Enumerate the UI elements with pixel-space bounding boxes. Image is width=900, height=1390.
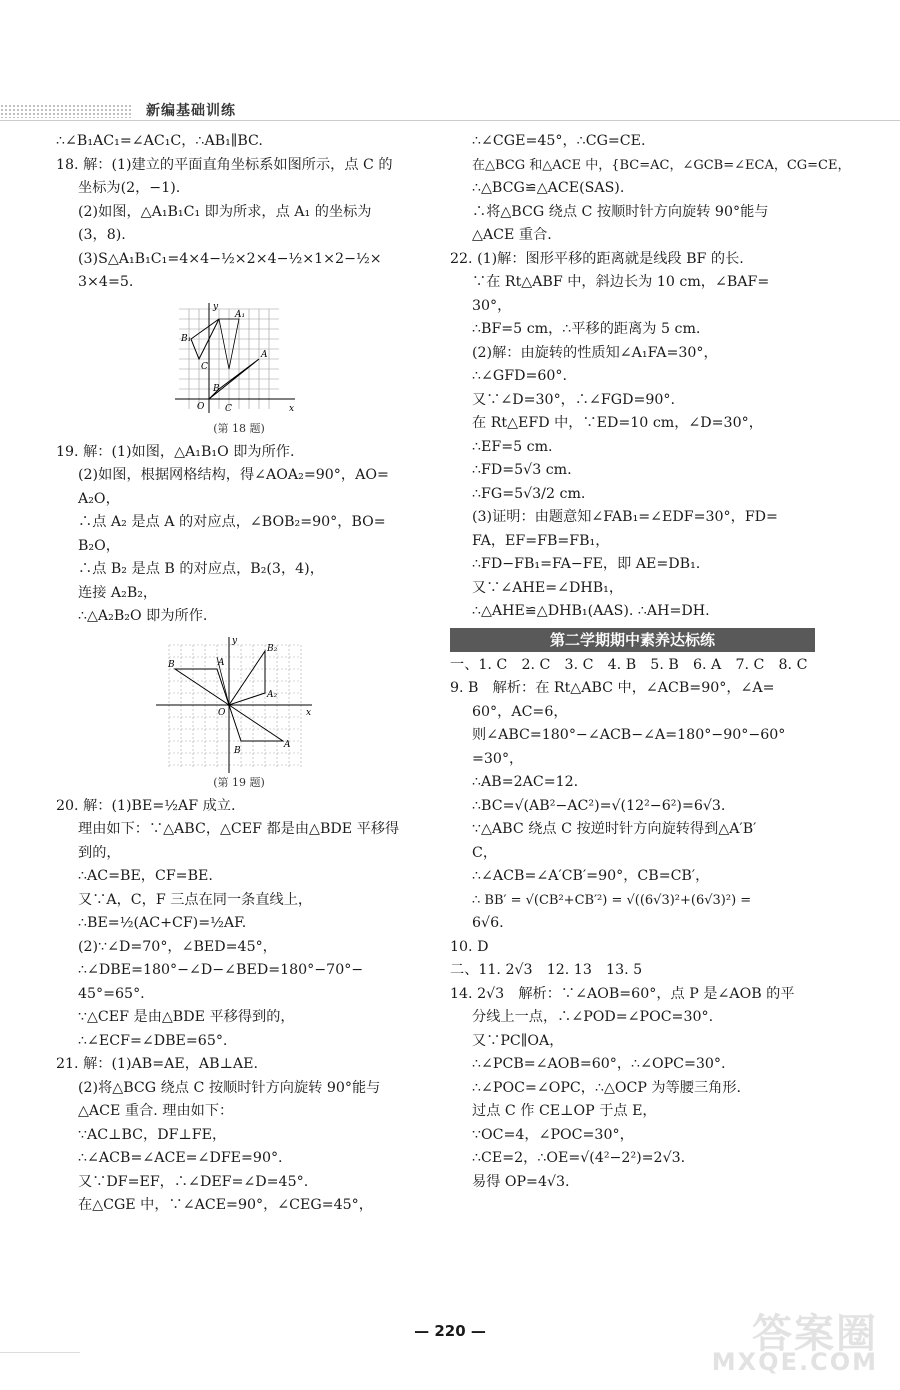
text-line: ∴∠CGE=45°，∴CG=CE.: [472, 133, 646, 149]
text-line: (2)将△BCG 绕点 C 按顺时针方向旋转 90°能与: [78, 1079, 381, 1096]
text-line: 又∵DF=EF，∴∠DEF=∠D=45°.: [78, 1173, 309, 1190]
text-line: 6√6.: [472, 915, 504, 931]
fig19-y-label: y: [232, 635, 238, 646]
text-line: ∴AB=2AC=12.: [472, 774, 579, 790]
text-line: (2)如图，根据网格结构，得∠AOA₂=90°，AO=: [78, 467, 389, 483]
text-line: ∴BF=5 cm，∴平移的距离为 5 cm.: [472, 321, 701, 337]
text-line: 30°，: [472, 297, 512, 314]
text-line: ∴BE=½(AC+CF)=½AF.: [78, 915, 247, 931]
figure-18: [169, 301, 309, 437]
text-line: (2)∵∠D=70°，∠BED=45°，: [78, 938, 277, 955]
text-line: 9. B 解析：在 Rt△ABC 中，∠ACB=90°，∠A=: [450, 680, 775, 696]
text-line: ∴EF=5 cm.: [472, 438, 553, 455]
text-line: 过点 C 作 CE⊥OP 于点 E，: [472, 1103, 657, 1119]
text-line: ∵在 Rt△ABF 中，斜边长为 10 cm，∠BAF=: [472, 274, 770, 290]
footer-rule: [0, 1352, 80, 1353]
fig18-x-label: x: [289, 403, 295, 414]
text-line: ∴AC=BE，CF=BE.: [78, 868, 213, 884]
text-line: (3)证明：由题意知∠FAB₁=∠EDF=30°，FD=: [472, 509, 778, 525]
text-line: ∵△CEF 是由△BDE 平移得到的，: [78, 1009, 295, 1025]
text-line: 分线上一点，∴∠POD=∠POC=30°.: [472, 1009, 714, 1025]
text-line: 在△BCG 和△ACE 中，{BC=AC，∠GCB=∠ECA，CG=CE，: [472, 157, 851, 173]
text-line: △ACE 重合. 理由如下：: [78, 1103, 234, 1119]
text-line: ∴∠PCB=∠AOB=60°，∴∠OPC=30°.: [472, 1056, 726, 1072]
section-banner: 第二学期期中素养达标练: [450, 628, 815, 652]
text-line: 易得 OP=4√3.: [472, 1173, 570, 1190]
text-line: (3，8).: [78, 227, 126, 243]
text-line: (2)解：由旋转的性质知∠A₁FA=30°，: [472, 344, 718, 361]
text-line: ∴BC=√(AB²−AC²)=√(12²−6²)=6√3.: [472, 797, 726, 814]
fig19-x-label: x: [306, 707, 312, 718]
fig19-point-b2: B₂: [267, 643, 278, 654]
figure-18-graphic: [169, 301, 309, 421]
header-dot-pattern: [0, 104, 132, 118]
text-line: ∴△BCG≌△ACE(SAS).: [472, 180, 625, 196]
page-header: [0, 98, 900, 124]
text-line: ∴∠B₁AC₁=∠AC₁C，∴AB₁∥BC.: [56, 133, 263, 149]
text-line: 3×4=5.: [78, 274, 134, 290]
text-line: ∵△ABC 绕点 C 按逆时针方向旋转得到△A′B′: [472, 821, 757, 837]
fig18-point-c: C: [225, 403, 232, 414]
text-line: 又∵∠AHE=∠DHB₁，: [472, 579, 624, 596]
fig18-point-b: B: [213, 383, 220, 394]
fig18-origin-label: O: [197, 401, 205, 412]
text-line: ∴∠DBE=180°−∠D−∠BED=180°−70°−: [78, 962, 364, 978]
text-line: 20. 解：(1)BE=½AF 成立.: [56, 797, 236, 814]
text-line: 则∠ABC=180°−∠ACB−∠A=180°−90°−60°: [472, 727, 786, 743]
text-line: 在 Rt△EFD 中，∵ED=10 cm，∠D=30°，: [472, 415, 763, 431]
text-line: 连接 A₂B₂，: [78, 584, 158, 601]
text-line: C，: [472, 844, 498, 861]
text-line: 又∵PC∥OA，: [472, 1032, 564, 1049]
header-rule: [0, 120, 900, 121]
text-line: 又∵∠D=30°，∴∠FGD=90°.: [472, 391, 676, 408]
fig19-point-b: B: [168, 659, 175, 670]
left-column: [56, 130, 422, 1218]
text-line: ∴ BB′ = √(CB²+CB′²) = √((6√3)²+(6√3)²) =: [472, 892, 752, 908]
text-line: B₂O，: [78, 537, 120, 554]
watermark: [711, 1302, 888, 1382]
text-line: 到的，: [78, 844, 121, 861]
text-line: =30°，: [472, 750, 524, 767]
fig18-point-a: A: [261, 349, 268, 360]
text-line: 60°，AC=6，: [472, 703, 568, 720]
text-line: 在△CGE 中，∵∠ACE=90°，∠CEG=45°，: [78, 1197, 373, 1213]
page-number: — 220 —: [414, 1322, 486, 1340]
text-line: ∴∠POC=∠OPC，∴△OCP 为等腰三角形.: [472, 1079, 742, 1096]
text-line: A₂O，: [78, 490, 120, 507]
right-column: [450, 130, 851, 1194]
fig18-point-c1: C: [201, 361, 208, 372]
figure-19-graphic: [154, 635, 324, 775]
text-line: ∴∠GFD=60°.: [472, 368, 568, 384]
fig18-point-a1: A₁: [235, 309, 246, 320]
text-line: 10. D: [450, 938, 489, 955]
watermark-site-text: MXQE.COM: [711, 1348, 878, 1376]
text-line: 18. 解：(1)建立的平面直角坐标系如图所示，点 C 的: [56, 156, 393, 173]
figure-19: [154, 635, 324, 791]
text-line: ∴FD−FB₁=FA−FE，即 AE=DB₁.: [472, 556, 701, 572]
fig18-point-b1: B₁: [181, 333, 192, 344]
text-line: 19. 解：(1)如图，△A₁B₁O 即为所作.: [56, 443, 295, 460]
text-line: ∴FG=5√3/2 cm.: [472, 485, 586, 502]
text-line: 又∵A，C，F 三点在同一条直线上，: [78, 891, 313, 908]
book-title: 新编基础训练: [146, 103, 236, 119]
fig19-point-a: A: [218, 657, 225, 668]
text-line: FA，EF=FB=FB₁，: [472, 532, 610, 549]
text-line: ∴点 B₂ 是点 B 的对应点，B₂(3，4)，: [78, 561, 324, 577]
text-line: 坐标为(2，−1).: [78, 180, 181, 196]
text-line: ∵OC=4，∠POC=30°，: [472, 1126, 634, 1143]
text-line: ∵AC⊥BC，DF⊥FE，: [78, 1126, 227, 1143]
text-line: (2)如图，△A₁B₁C₁ 即为所求，点 A₁ 的坐标为: [78, 203, 372, 220]
text-line: 21. 解：(1)AB=AE，AB⊥AE.: [56, 1056, 259, 1072]
text-line: 14. 2√3 解析：∵∠AOB=60°，点 P 是∠AOB 的平: [450, 985, 795, 1002]
text-line: ∴∠ACB=∠ACE=∠DFE=90°.: [78, 1150, 283, 1166]
text-line: ∴FD=5√3 cm.: [472, 462, 572, 478]
fig19-point-a2: A₂: [267, 689, 278, 700]
text-line: (3)S△A₁B₁C₁=4×4−½×2×4−½×1×2−½×: [78, 250, 382, 267]
text-line: 22. (1)解：图形平移的距离就是线段 BF 的长.: [450, 250, 744, 267]
text-line: △ACE 重合.: [472, 227, 552, 243]
fig19-point-b1: B: [234, 745, 241, 756]
figure-18-caption: (第 18 题): [213, 421, 265, 435]
text-line: ∴点 A₂ 是点 A 的对应点，∠BOB₂=90°，BO=: [78, 514, 386, 530]
text-line: 一、1. C 2. C 3. C 4. B 5. B 6. A 7. C 8. C: [450, 656, 808, 673]
text-line: ∴将△BCG 绕点 C 按顺时针方向旋转 90°能与: [472, 203, 769, 220]
watermark-logo-text: 答案圈: [752, 1311, 878, 1357]
text-line: ∴△AHE≌△DHB₁(AAS). ∴AH=DH.: [472, 603, 710, 619]
fig19-point-a1: A: [284, 739, 291, 750]
text-line: ∴CE=2，∴OE=√(4²−2²)=2√3.: [472, 1150, 686, 1166]
fig18-y-label: y: [213, 301, 219, 312]
text-line: 理由如下：∵△ABC，△CEF 都是由△BDE 平移得: [78, 821, 400, 837]
figure-19-caption: (第 19 题): [213, 775, 265, 789]
text-line: ∴∠ECF=∠DBE=65°.: [78, 1032, 228, 1049]
text-line: ∴∠ACB=∠A′CB′=90°，CB=CB′，: [472, 868, 710, 884]
fig19-origin-label: O: [218, 707, 226, 718]
text-line: 二、11. 2√3 12. 13 13. 5: [450, 962, 643, 978]
text-line: ∴△A₂B₂O 即为所作.: [78, 608, 208, 624]
text-line: 45°=65°.: [78, 985, 145, 1002]
